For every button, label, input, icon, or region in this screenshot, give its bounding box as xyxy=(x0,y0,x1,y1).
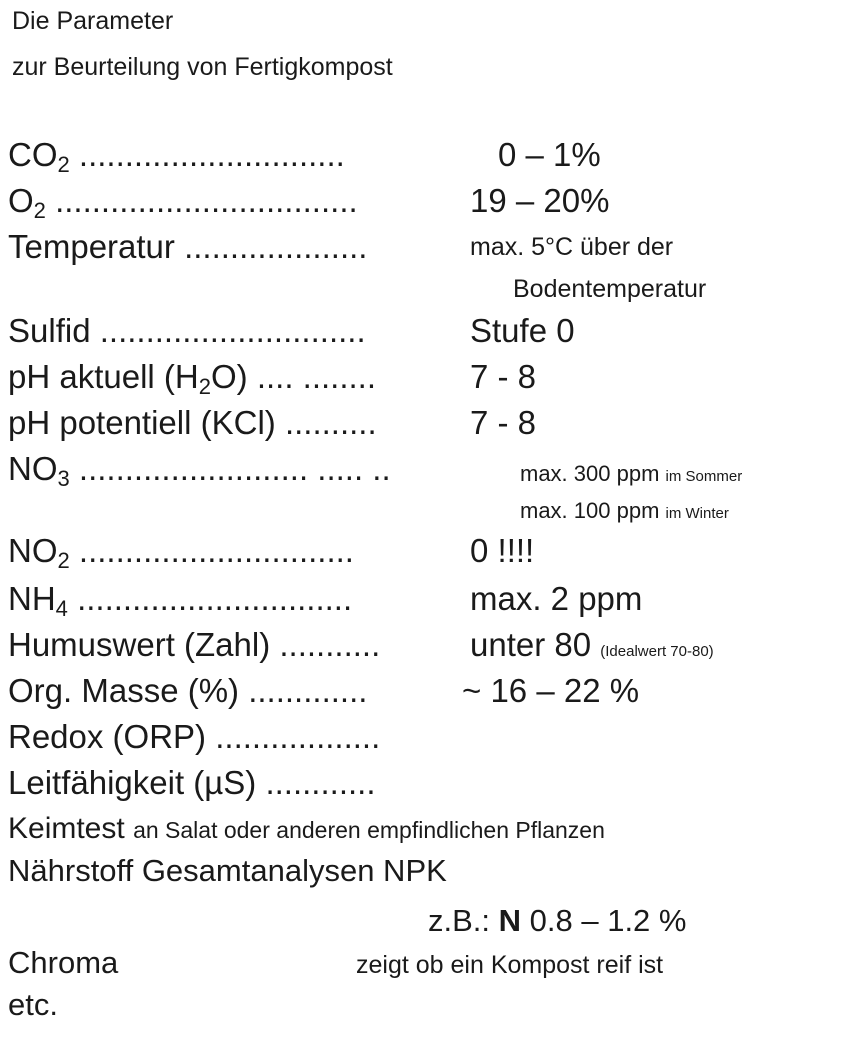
row-org-masse-label: Org. Masse (%) ............. xyxy=(8,672,368,709)
row-ph-h2o-value: 7 - 8 xyxy=(470,358,537,395)
row-chroma-note: zeigt ob ein Kompost reif ist xyxy=(356,951,664,979)
row-o2-label: $O_2$ ................................. xyxy=(8,182,358,223)
row-nh4-label: $NH_4$ .............................. xyxy=(8,580,353,621)
row-temperatur-label: Temperatur .................... xyxy=(8,228,368,265)
row-ph-h2o-label: pH aktuell $(H_2O)$ .... ........ xyxy=(8,358,377,399)
row-keimtest: Keimtest an Salat oder anderen empfindlichen Pflanzen xyxy=(8,812,605,845)
row-no3-value-2: max. 100 ppm im Winter xyxy=(520,498,729,523)
row-leitfaehigkeit-label: Leitfähigkeit (µS) ............ xyxy=(8,764,376,801)
heading-line-2: zur Beurteilung von Fertigkompost xyxy=(12,53,393,81)
row-naehrstoff-label: Nährstoff Gesamtanalysen NPK xyxy=(8,853,447,888)
row-ph-kcl-label: pH potentiell (KCl) .......... xyxy=(8,404,377,441)
row-temperatur-value-2: Bodentemperatur xyxy=(513,275,707,303)
row-co2-value: 0 – 1% xyxy=(498,136,601,173)
row-sulfid-value: Stufe 0 xyxy=(470,312,575,349)
row-no3-label: $NO_3$ ......................... ..... .. xyxy=(8,450,391,491)
row-o2-value: 19 – 20% xyxy=(470,182,610,219)
row-sulfid-label: Sulfid ............................. xyxy=(8,312,366,349)
row-chroma-label: Chroma xyxy=(8,945,119,980)
row-naehrstoff-example: z.B.: N 0.8 – 1.2 % xyxy=(428,903,687,938)
row-no2-value: 0 !!!! xyxy=(470,532,535,569)
row-co2-label: $CO_2$ ............................. xyxy=(8,136,345,177)
row-temperatur-value-1: max. 5°C über der xyxy=(470,233,674,261)
row-no2-label: $NO_2$ .............................. xyxy=(8,532,354,573)
row-nh4-value: max. 2 ppm xyxy=(470,580,643,617)
row-etc: etc. xyxy=(8,987,58,1022)
row-redox-label: Redox (ORP) .................. xyxy=(8,718,381,755)
row-humuswert-label: Humuswert (Zahl) ........... xyxy=(8,626,381,663)
heading-line-1: Die Parameter xyxy=(12,7,174,35)
row-ph-kcl-value: 7 - 8 xyxy=(470,404,537,441)
row-no3-value-1: max. 300 ppm im Sommer xyxy=(520,461,743,486)
row-humuswert-value: unter 80 (Idealwert 70-80) xyxy=(470,626,714,663)
row-org-masse-value: ~ 16 – 22 % xyxy=(462,672,640,709)
